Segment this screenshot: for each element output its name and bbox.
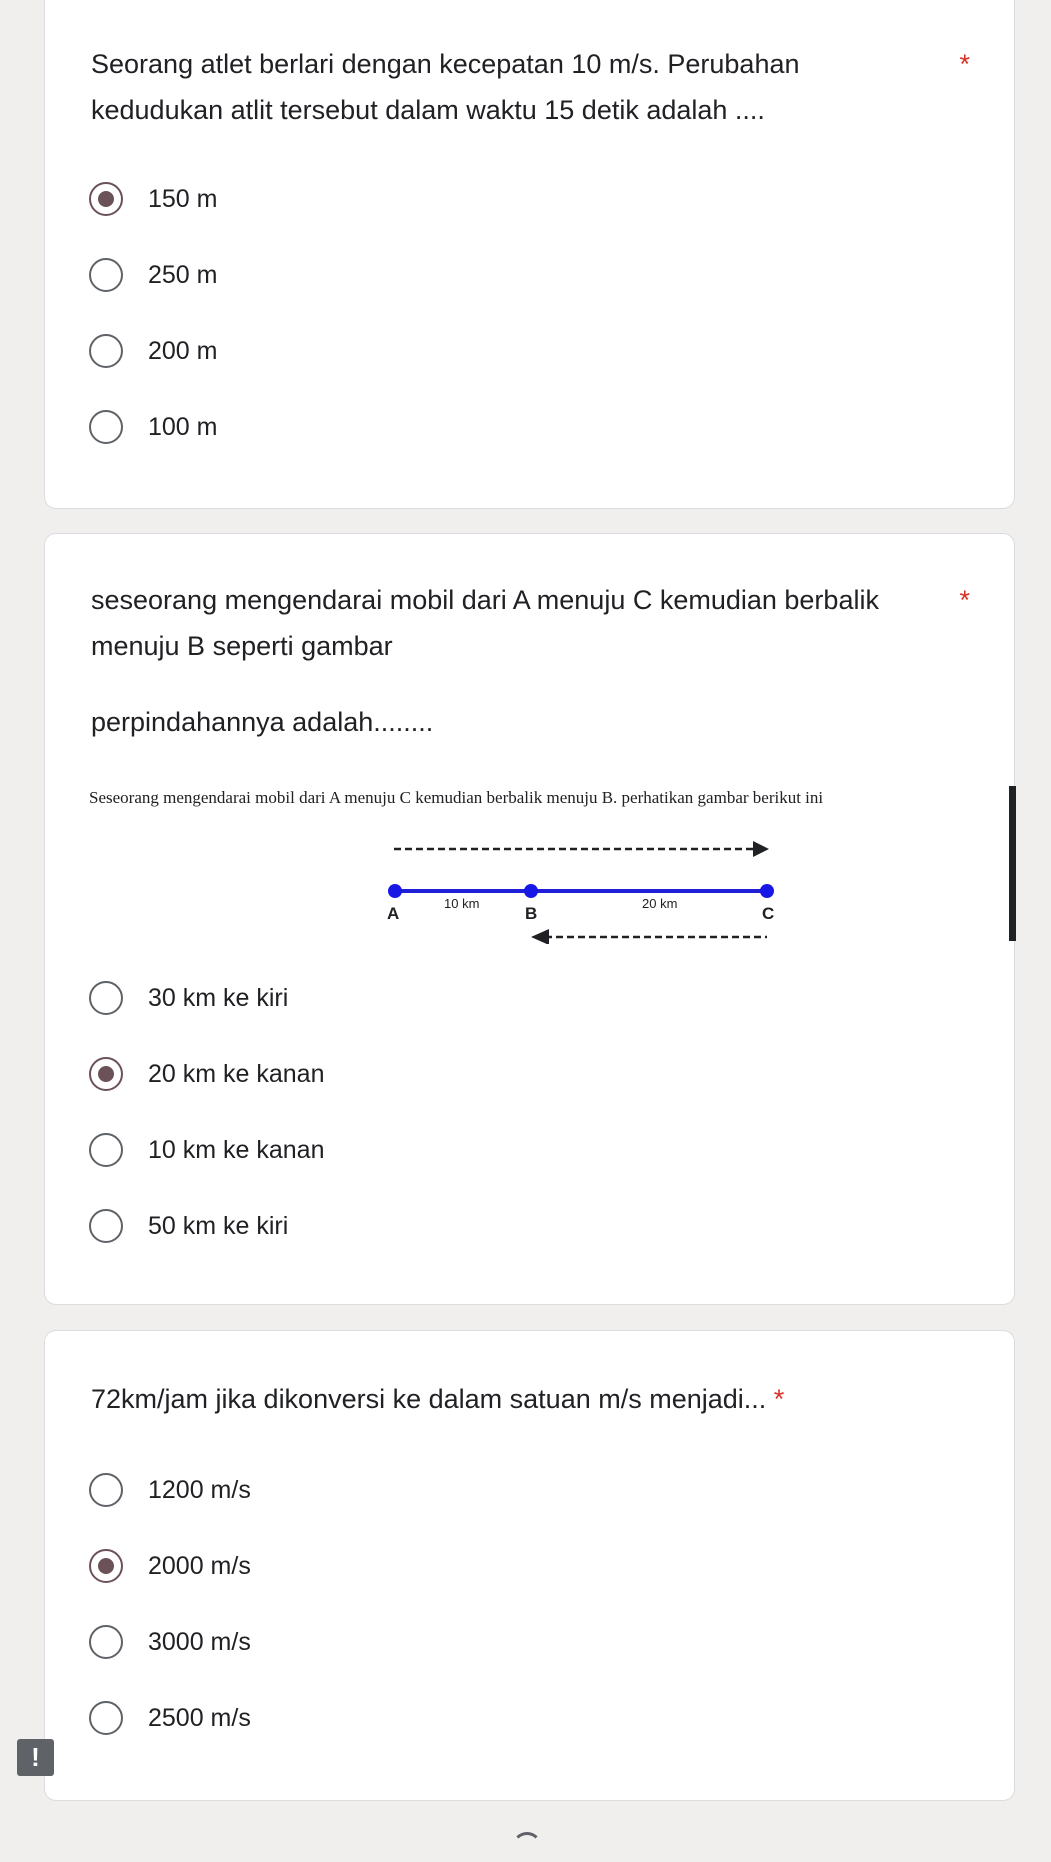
required-asterisk: * [959, 49, 970, 79]
option-label: 10 km ke kanan [148, 1135, 325, 1164]
option-1200-ms[interactable] [89, 1466, 251, 1514]
question-1-text: Seorang atlet berlari dengan kecepatan 10 m/s. Perubahan kedudukan atlit tersebut dalam waktu 15 detik adalah .... [91, 49, 800, 125]
option-2500-ms[interactable] [89, 1694, 251, 1742]
option-label: 20 km ke kanan [148, 1059, 325, 1088]
loading-arc-icon [512, 1832, 542, 1862]
arrow-head-left-icon [531, 929, 549, 944]
radio-icon[interactable] [89, 334, 123, 368]
option-2000-ms[interactable] [89, 1542, 251, 1590]
radio-icon[interactable] [89, 1209, 123, 1243]
option-250-m[interactable] [89, 251, 217, 299]
point-b-dot [524, 884, 538, 898]
point-c-dot [760, 884, 774, 898]
option-200-m[interactable] [89, 327, 217, 375]
question-card-2 [44, 533, 1015, 1305]
figure-caption: Seseorang mengendarai mobil dari A menuju C kemudian berbalik menuju B. perhatikan gambar berikut ini [89, 788, 824, 807]
required-asterisk: * [959, 585, 970, 615]
option-10-km-ke-kanan[interactable] [89, 1126, 325, 1174]
option-label: 2500 m/s [148, 1703, 251, 1732]
option-100-m[interactable] [89, 403, 217, 451]
question-card-1 [44, 0, 1015, 509]
radio-icon[interactable] [89, 1625, 123, 1659]
radio-icon[interactable] [89, 981, 123, 1015]
option-label: 50 km ke kiri [148, 1211, 289, 1240]
option-label: 100 m [148, 412, 218, 441]
option-20-km-ke-kanan[interactable] [89, 1050, 325, 1098]
question-card-3 [44, 1330, 1015, 1801]
option-label: 150 m [148, 184, 218, 213]
option-label: 3000 m/s [148, 1627, 251, 1656]
feedback-alert-icon[interactable]: ! [17, 1739, 54, 1776]
radio-icon[interactable] [89, 258, 123, 292]
radio-checked-icon[interactable] [89, 1057, 123, 1091]
option-label: 1200 m/s [148, 1475, 251, 1504]
option-3000-ms[interactable] [89, 1618, 251, 1666]
question-2-subtext: perpindahannya adalah........ [91, 707, 434, 737]
point-c-label: C [762, 904, 775, 923]
option-30-km-ke-kiri[interactable] [89, 974, 288, 1022]
option-50-km-ke-kiri[interactable] [89, 1202, 288, 1250]
question-3-text [91, 1376, 971, 1422]
radio-icon[interactable] [89, 1473, 123, 1507]
option-label: 200 m [148, 336, 218, 365]
option-label: 250 m [148, 260, 218, 289]
radio-checked-icon[interactable] [89, 1549, 123, 1583]
distance-bc-label: 20 km [642, 896, 678, 911]
point-b-label: B [525, 904, 538, 923]
radio-icon[interactable] [89, 410, 123, 444]
required-asterisk: * [773, 1384, 785, 1414]
figure-border [1009, 786, 1016, 941]
displacement-figure [89, 784, 1019, 944]
question-2-text: seseorang mengendarai mobil dari A menuju C kemudian berbalik menuju B seperti gambar [91, 585, 879, 661]
point-a-label: A [387, 904, 400, 923]
option-label: 30 km ke kiri [148, 983, 289, 1012]
option-150-m[interactable] [89, 175, 217, 223]
radio-checked-icon[interactable] [89, 182, 123, 216]
question-3-label: 72km/jam jika dikonversi ke dalam satuan m/s menjadi... [91, 1384, 767, 1414]
radio-icon[interactable] [89, 1701, 123, 1735]
distance-ab-label: 10 km [444, 896, 480, 911]
option-label: 2000 m/s [148, 1551, 251, 1580]
point-a-dot [388, 884, 402, 898]
arrow-head-right-icon [753, 841, 769, 857]
radio-icon[interactable] [89, 1133, 123, 1167]
